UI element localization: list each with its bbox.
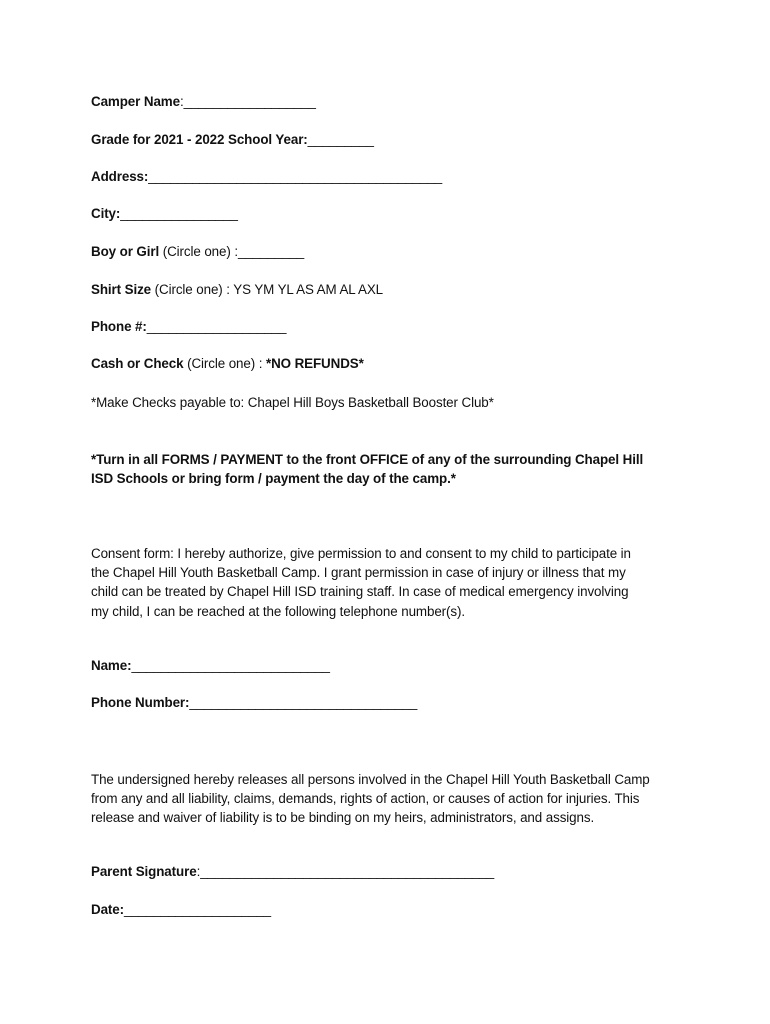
address-field[interactable]	[91, 169, 442, 185]
city-blank[interactable]: ________________	[120, 206, 238, 221]
city-label: City:	[91, 206, 121, 221]
gender-field[interactable]	[91, 244, 304, 260]
turn-in-instructions	[91, 450, 681, 488]
grade-field[interactable]	[91, 132, 374, 148]
city-field[interactable]	[91, 206, 238, 222]
shirt-size-label: Shirt Size	[91, 282, 152, 297]
turn-in-line-2: ISD Schools or bring form / payment the day of the camp.*	[91, 471, 456, 487]
consent-line-3: child can be treated by Chapel Hill ISD training staff. In case of medical emergency involving	[91, 584, 629, 600]
consent-line-2: the Chapel Hill Youth Basketball Camp. I grant permission in case of injury or illness that my	[91, 565, 626, 581]
payment-field[interactable]	[91, 356, 364, 372]
phone-label: Phone #:	[91, 319, 147, 334]
shirt-size-field[interactable]	[91, 282, 383, 298]
consent-line-4: my child, I can be reached at the following telephone number(s).	[91, 603, 465, 619]
consent-paragraph	[91, 544, 681, 621]
address-blank[interactable]: ________________________________________	[148, 169, 443, 184]
parent-signature-colon: :	[196, 864, 201, 879]
camper-name-colon: :	[179, 94, 184, 109]
consent-line-1: Consent form: I hereby authorize, give permission to and consent to my child to participate in	[91, 546, 631, 561]
date-field[interactable]	[91, 902, 271, 918]
consent-phone-label: Phone Number:	[91, 695, 190, 710]
date-label: Date:	[91, 902, 124, 917]
release-paragraph	[91, 770, 701, 828]
camper-name-field[interactable]	[91, 94, 316, 110]
camper-name-blank[interactable]: __________________	[183, 94, 316, 109]
consent-phone-blank[interactable]: _______________________________	[189, 695, 418, 710]
grade-label: Grade for 2021 - 2022 School Year:	[91, 132, 308, 147]
parent-signature-label: Parent Signature	[91, 864, 197, 879]
date-blank[interactable]: ____________________	[123, 902, 271, 917]
consent-name-blank[interactable]: ___________________________	[131, 658, 330, 673]
gender-label: Boy or Girl	[91, 244, 160, 259]
consent-name-field[interactable]	[91, 658, 330, 674]
address-label: Address:	[91, 169, 149, 184]
gender-blank[interactable]: _________	[237, 244, 305, 259]
turn-in-line-1: *Turn in all FORMS / PAYMENT to the front OFFICE of any of the surrounding Chapel Hill	[91, 452, 644, 467]
phone-field[interactable]	[91, 319, 286, 335]
no-refunds-text: *NO REFUNDS*	[265, 356, 364, 371]
consent-phone-field[interactable]	[91, 695, 417, 711]
consent-name-label: Name:	[91, 658, 132, 673]
grade-blank[interactable]: _________	[307, 132, 374, 147]
gender-note: (Circle one) :	[159, 244, 238, 259]
payment-note: (Circle one) :	[183, 356, 266, 371]
release-line-3: release and waiver of liability is to be binding on my heirs, administrators, and assigns.	[91, 810, 595, 826]
camper-name-label: Camper Name	[91, 94, 180, 109]
parent-signature-blank[interactable]: ________________________________________	[200, 864, 495, 879]
phone-blank[interactable]: ___________________	[146, 319, 287, 334]
parent-signature-field[interactable]	[91, 864, 494, 880]
payment-label: Cash or Check	[91, 356, 184, 371]
shirt-size-options[interactable]: (Circle one) : YS YM YL AS AM AL AXL	[151, 282, 384, 297]
release-line-1: The undersigned hereby releases all persons involved in the Chapel Hill Youth Basketball Camp	[91, 772, 650, 787]
release-line-2: from any and all liability, claims, demands, rights of action, or causes of action for injuries. This	[91, 791, 640, 807]
checks-note: *Make Checks payable to: Chapel Hill Boys Basketball Booster Club*	[91, 395, 494, 410]
